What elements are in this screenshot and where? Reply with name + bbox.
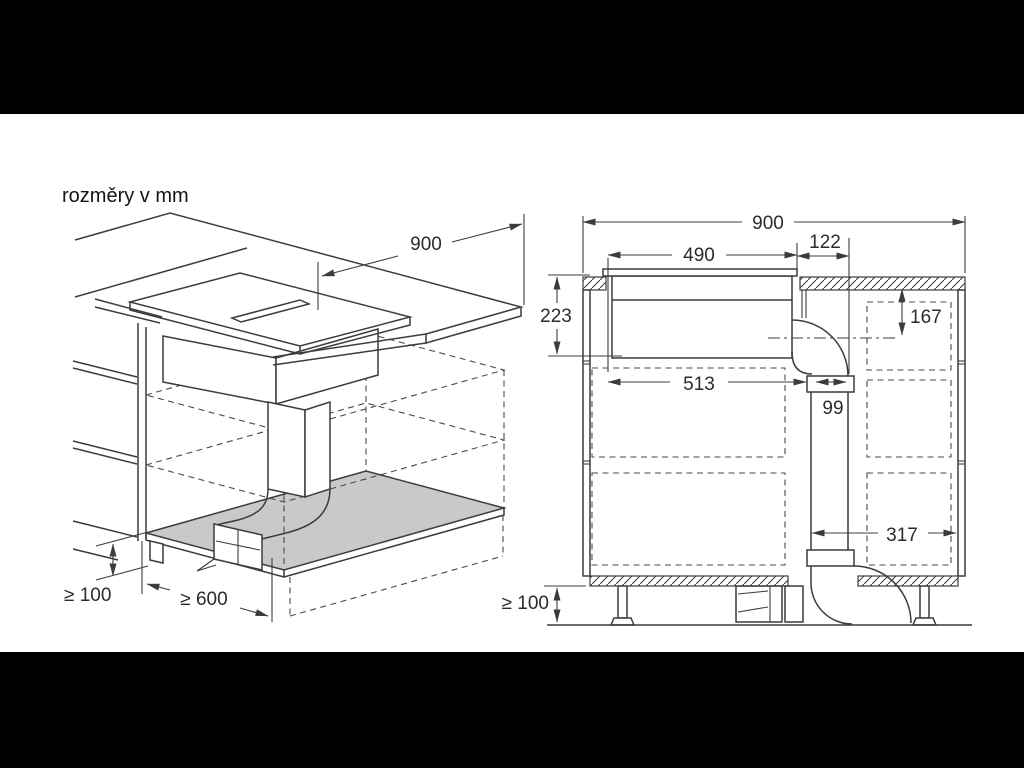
installation-diagram	[0, 114, 1024, 652]
iso-dim-label-900: 900	[410, 234, 442, 255]
sec-dim-223	[540, 275, 622, 356]
sec-dim-label-min100: ≥ 100	[501, 593, 549, 614]
sec-dim-label-122: 122	[809, 232, 841, 253]
duct-connector-bottom	[807, 550, 854, 566]
hob-section	[603, 269, 806, 358]
hob-body-under-worktop	[163, 329, 378, 404]
sec-dim-122	[797, 232, 849, 374]
isometric-view	[64, 213, 524, 622]
iso-dim-min100	[64, 532, 148, 606]
cabinet-leg-right	[920, 586, 929, 618]
sec-dim-label-223: 223	[540, 306, 572, 327]
duct-connector-top	[807, 376, 854, 392]
letterbox-top	[0, 0, 1024, 114]
sec-dim-label-490: 490	[683, 245, 715, 266]
sec-dim-min100	[502, 586, 586, 622]
sec-dim-900	[583, 213, 965, 273]
section-view	[502, 213, 972, 625]
base-cabinet-front	[73, 323, 146, 560]
sec-dim-513	[608, 374, 806, 395]
units-note: rozměry v mm	[62, 185, 189, 207]
sec-dim-label-167: 167	[910, 307, 942, 328]
hob-glass-lip	[603, 269, 797, 276]
iso-dim-label-min600: ≥ 600	[180, 589, 228, 610]
sec-dim-317	[812, 525, 956, 546]
sec-dim-label-317: 317	[886, 525, 918, 546]
cabinet-leg-left	[618, 586, 627, 618]
sec-dim-label-900: 900	[752, 213, 784, 234]
iso-dim-label-min100: ≥ 100	[64, 585, 112, 606]
letterbox-bottom	[0, 652, 1024, 768]
iso-dim-900	[318, 214, 524, 310]
sec-dim-label-513: 513	[683, 374, 715, 395]
sec-dim-167	[902, 289, 942, 335]
sec-dim-label-99: 99	[822, 398, 844, 419]
